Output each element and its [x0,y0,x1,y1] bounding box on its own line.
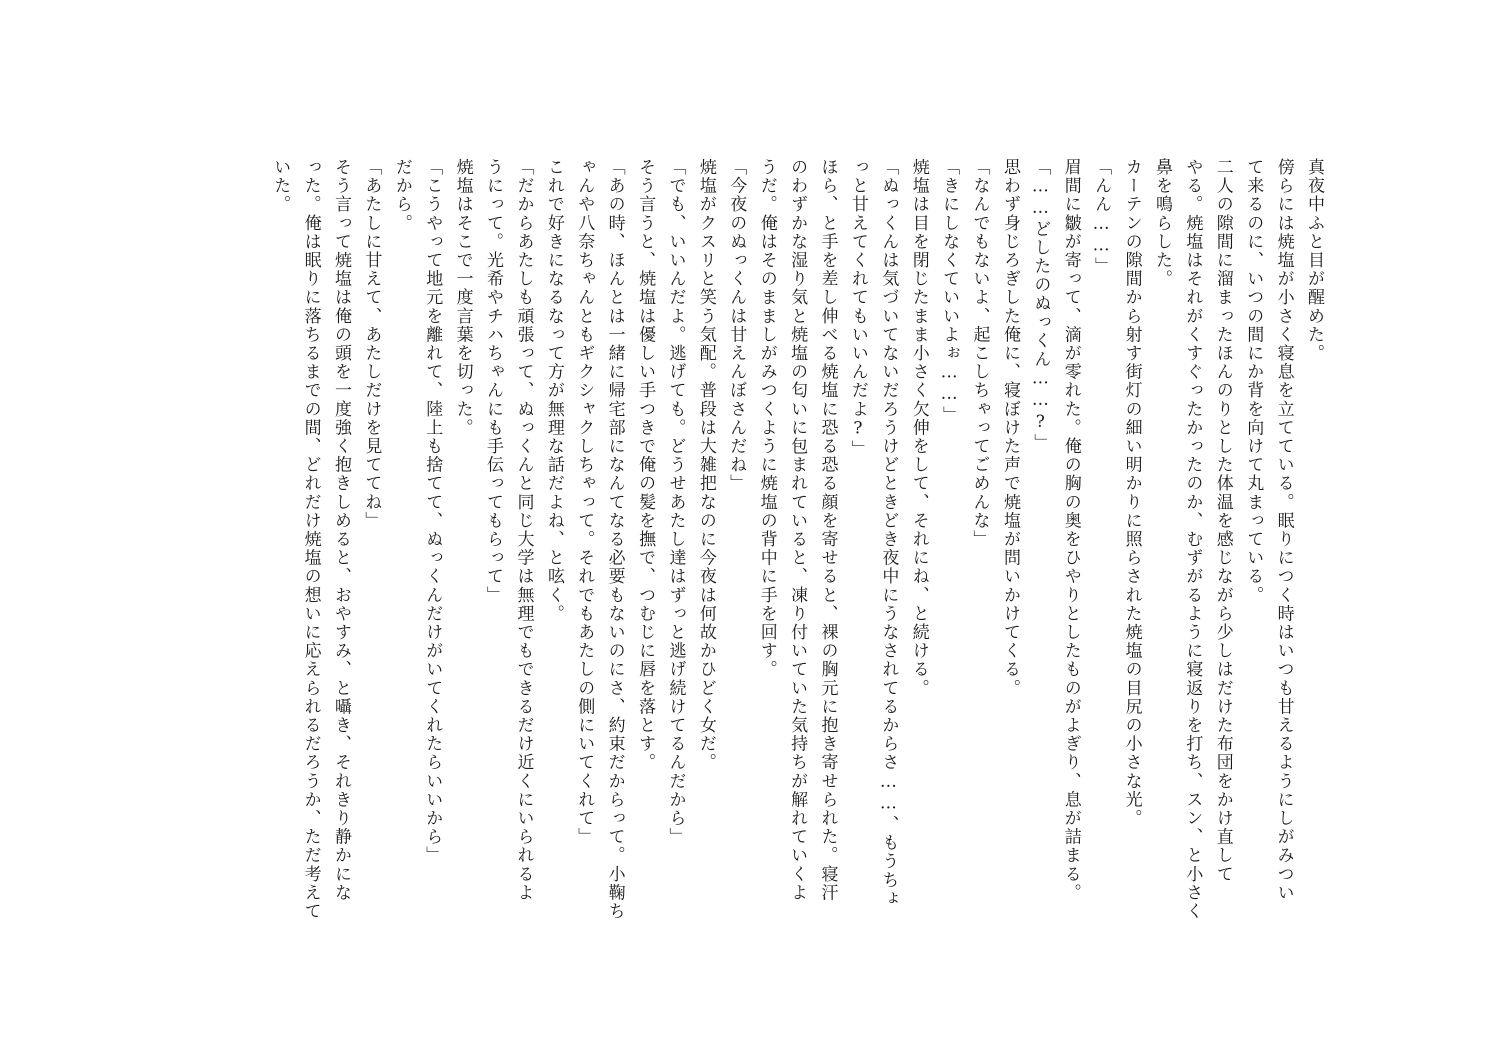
text-line: 「あたしに甘えて、あたしだけを見ててね」 [361,158,382,530]
text-line: 「こうやって地元を離れて、陸上も捨てて、ぬっくんだけがいてくれたらいいから」 [422,158,443,865]
text-line: 「ぬっくんは気づいてないだろうけどときどき夜中にうなされてるからさ……、もうちょ [878,158,899,908]
text-line: 焼塩は目を閉じたまま小さく欠伸をして、それにね、と続ける。 [908,158,929,698]
text-line: 焼塩がクスリと笑う気配。普段は大雑把なのに今夜は何故かひどく女だ。 [695,158,716,772]
text-line: いた。 [270,158,291,214]
text-line: 「なんでもないよ、起こしちゃってごめんな」 [969,158,990,549]
text-line: 「あの時、ほんとは一緒に帰宅部になんてなる必要もないのにさ、約束だからって。小鞠ち [604,158,625,921]
text-line: うにって。光希やチハちゃんにも手伝ってもらって」 [483,158,504,605]
text-line: て来るのに、いつの間にか背を向けて丸まっている。 [1243,158,1264,605]
text-line: 焼塩はそこで一度言葉を切った。 [452,158,473,437]
text-line: 真夜中ふと目が醒めた。 [1304,158,1324,363]
text-line: 「だからあたしも頑張って、ぬっくんと同じ大学は無理でもできるだけ近くにいられるよ [513,158,534,902]
vertical-text-body [265,158,1329,921]
text-line: った。俺は眠りに落ちるまでの間、どれだけ焼塩の想いに応えられるだろうか、ただ考えて [300,158,321,921]
text-line: 二人の隙間に溜まったほんのりとした体温を感じながら少しはだけた布団をかけ直して [1212,158,1233,884]
text-line: ゃんや八奈ちゃんともギクシャクしちゃって。それでもあたしの側にいてくれて」 [574,158,595,847]
text-line: 眉間に皺が寄って、滴が零れた。俺の胸の奥をひやりとしたものがよぎり、息が詰まる。 [1060,158,1081,902]
text-line: 「……どしたのぬっくん……?」 [1030,158,1051,452]
text-line: 「今夜のぬっくんは甘えんぼさんだね」 [726,158,747,493]
text-line: カーテンの隙間から射す街灯の細い明かりに照らされた焼塩の目尻の小さな光。 [1121,158,1142,828]
text-line: そう言って焼塩は俺の頭を一度強く抱きしめると、おやすみ、と囁き、それきり静かにな [331,158,351,902]
text-line: 「でも、いいんだよ。逃げても。どうせあたし達はずっと逃げ続けてるんだから」 [665,158,686,847]
text-line: うだ。俺はそのまましがみつくように焼塩の背中に手を回す。 [756,158,777,679]
text-line: ほら、と手を差し伸べる焼塩に恐る恐る顔を寄せると、裸の胸元に抱き寄せられた。寝汗 [817,158,838,902]
text-line: 鼻を鳴らした。 [1151,158,1172,289]
text-line: 思わず身じろぎした俺に、寝ぼけた声で焼塩が問いかけてくる。 [999,158,1020,698]
text-line: のわずかな湿り気と焼塩の匂いに包まれていると、凍り付いていた気持ちが解れていくよ [787,158,808,902]
text-line: 「きにしなくていいよぉ……」 [939,158,960,425]
text-line: これで好きになるなって方が無理な話だよね、と呟く。 [543,158,564,623]
text-line: 「んん……」 [1091,158,1112,276]
text-line: 傍らには焼塩が小さく寝息を立てている。眠りにつく時はいつも甘えるようにしがみつい [1273,158,1294,902]
text-line: そう言うと、焼塩は優しい手つきで俺の髪を撫で、つむじに唇を落とす。 [635,158,656,772]
text-line: っと甘えてくれてもいいんだよ?」 [847,158,868,459]
text-line: だから。 [391,158,412,233]
text-line: やる。焼塩はそれがくすぐったかったのか、むずがるように寝返りを打ち、スン、と小さく [1182,158,1203,921]
